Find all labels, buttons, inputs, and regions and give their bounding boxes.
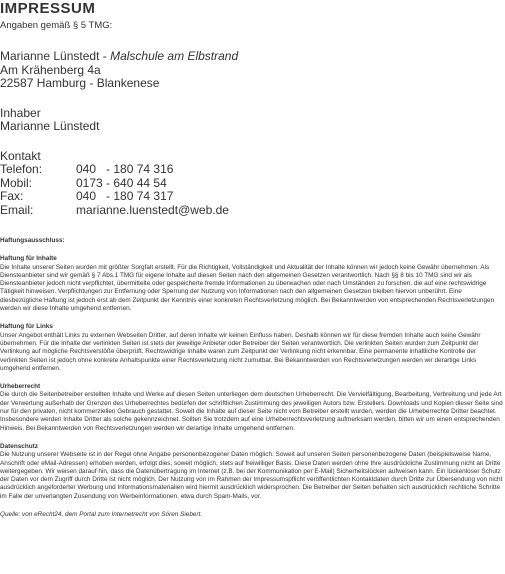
section-text: Die Nutzung unserer Webseite ist in der Regel ohne Angabe personenbezogener Daten möglich. Soweit auf unseren Seiten personenbezogene Daten (beispielsweise Name, Anschrift oder eMail-Adressen) erhoben werden, erfolgt dies, soweit möglich, stets auf freiwilliger Basis. Diese Daten werden ohne Ihre ausdrückliche Zustimmung nicht an Dritte weitergegeben. Wir weisen darauf hin, dass die Datenübertragung im Internet (z.B. bei der Kommunikation per E-Mail) Sicherheitslücken aufweisen kann. Ein lückenloser Schutz der Daten vor dem Zugriff durch Dritte ist nicht möglich. Der Nutzung von im Rahmen der Impressumspflicht veröffentlichten Kontaktdaten durch Dritte zur Übersendung von nicht ausdrücklich angeforderter Werbung und Informationsmaterialien wird hiermit ausdrücklich widersprochen. Die Betreiber der Seiten behalten sich ausdrücklich rechtliche Schritte im Falle der unverlangten Zusendung von Werbeinformationen, etwa durch Spam-Mails, vor. bbox=[0, 451, 503, 500]
city-line: 22587 Hamburg - Blankenese bbox=[0, 76, 160, 90]
name-line bbox=[0, 50, 505, 64]
contact-row-mobile bbox=[0, 177, 505, 191]
section-title: Haftung für Inhalte bbox=[0, 255, 57, 263]
owner-fullname: Marianne Lünstedt bbox=[0, 119, 100, 133]
contact-heading: Kontakt bbox=[0, 148, 41, 163]
phone-value: 040 - 180 74 316 bbox=[76, 162, 174, 176]
owner-block bbox=[0, 107, 505, 134]
contact-row-email bbox=[0, 204, 505, 218]
contact-label: Email: bbox=[0, 202, 34, 217]
section-text: Die durch die Seitenbetreiber erstellten Inhalte und Werke auf diesen Seiten unterliegen dem deutschen Urheberrecht. Die Vervielfältigung, Bearbeitung, Verbreitung und jede Art der Verwertung außerhalb der Grenzen des Urheberrechtes bedürfen der schriftlichen Zustimmung des jeweiligen Autors bzw. Erstellers. Downloads und Kopien dieser Seite sind nur für den privaten, nicht kommerziellen Gebrauch gestattet. Soweit die Inhalte auf dieser Seite nicht vom Betreiber erstellt wurden, werden die Urheberrechte Dritter beachtet. Insbesondere werden Inhalte Dritter als solche gekennzeichnet. Sollten Sie trotzdem auf eine Urheberrechtsverletzung aufmerksam werden, bitten wir um einen entsprechenden Hinweis. Bei Bekanntwerden von Rechtsverletzungen werden wir derartige Inhalte umgehend entfernen. bbox=[0, 391, 503, 432]
contact-label: Mobil: bbox=[0, 175, 33, 190]
address-block bbox=[0, 50, 505, 91]
section-title: Haftung für Links bbox=[0, 323, 53, 331]
section-content-liability bbox=[0, 255, 505, 313]
disclaimer-heading: Haftungsausschluss: bbox=[0, 237, 65, 244]
mobile-value: 0173 - 640 44 54 bbox=[76, 175, 167, 190]
section-title: Datenschutz bbox=[0, 442, 38, 450]
contact-block bbox=[0, 150, 505, 218]
street-line: Am Krähenberg 4a bbox=[0, 62, 101, 77]
page-title: IMPRESSUM bbox=[0, 0, 96, 17]
contact-label: Fax: bbox=[0, 189, 24, 203]
contact-row-fax bbox=[0, 190, 505, 204]
section-text: Die Inhalte unserer Seiten wurden mit größter Sorgfalt erstellt. Für die Richtigkeit, Vollständigkeit und Aktualität der Inhalte können wir jedoch keine Gewähr übernehmen. Als Diensteanbieter sind wir gemäß § 7 Abs.1 TMG für eigene Inhalte auf diesen Seiten nach den allgemeinen Gesetzen verantwortlich. Nach §§ 8 bis 10 TMG sind wir als Diensteanbieter jedoch nicht verpflichtet, übermittelte oder gespeicherte fremde Informationen zu überwachen oder nach Umständen zu forschen, die auf eine rechtswidrige Tätigkeit hinweisen. Verpflichtungen zur Entfernung oder Sperrung der Nutzung von Informationen nach den allgemeinen Gesetzen bleiben hiervon unberührt. Eine diesbezügliche Haftung ist jedoch erst ab dem Zeitpunkt der Kenntnis einer konkreten Rechtsverletzung möglich. Bei Bekanntwerden von entsprechenden Rechtsverletzungen werden wir diese Inhalte umgehend entfernen. bbox=[0, 263, 495, 313]
fax-value: 040 - 180 74 317 bbox=[76, 189, 174, 203]
disclaimer bbox=[0, 237, 505, 519]
owner-name: Marianne Lünstedt - bbox=[0, 49, 107, 63]
section-copyright bbox=[0, 383, 505, 433]
email-value[interactable]: marianne.luenstedt@web.de bbox=[76, 202, 229, 217]
school-name: Malschule am Elbstrand bbox=[110, 49, 239, 63]
contact-row-phone bbox=[0, 163, 505, 177]
section-privacy bbox=[0, 443, 505, 501]
contact-label: Telefon: bbox=[0, 162, 43, 176]
source-note[interactable]: Quelle: von eRecht24, dem Portal zum Internetrecht von Sören Siebert. bbox=[0, 511, 203, 519]
section-title: Urheberrecht bbox=[0, 383, 41, 391]
section-text: Unser Angebot enthält Links zu externen Webseiten Dritter, auf deren Inhalte wir keinen Einfluss haben. Deshalb können wir für diese fremden Inhalte auch keine Gewähr übernehmen. Für die Inhalte der verlinkten Seiten ist stets der jeweilige Anbieter oder Betreiber der Seiten verantwortlich. Die verlinkten Seiten wurden zum Zeitpunkt der Verlinkung auf mögliche Rechtsverstöße überprüft. Rechtswidrige Inhalte waren zum Zeitpunkt der Verlinkung nicht erkennbar. Eine permanente inhaltliche Kontrolle der verlinkten Seiten ist jedoch ohne konkrete Anhaltspunkte einer Rechtsverletzung nicht zumutbar. Bei Bekanntwerden von Rechtsverletzungen werden wir derartige Links umgehend entfernen. bbox=[0, 331, 481, 372]
owner-heading: Inhaber bbox=[0, 105, 41, 120]
legal-note: Angaben gemäß § 5 TMG: bbox=[0, 20, 113, 31]
section-link-liability bbox=[0, 323, 505, 373]
